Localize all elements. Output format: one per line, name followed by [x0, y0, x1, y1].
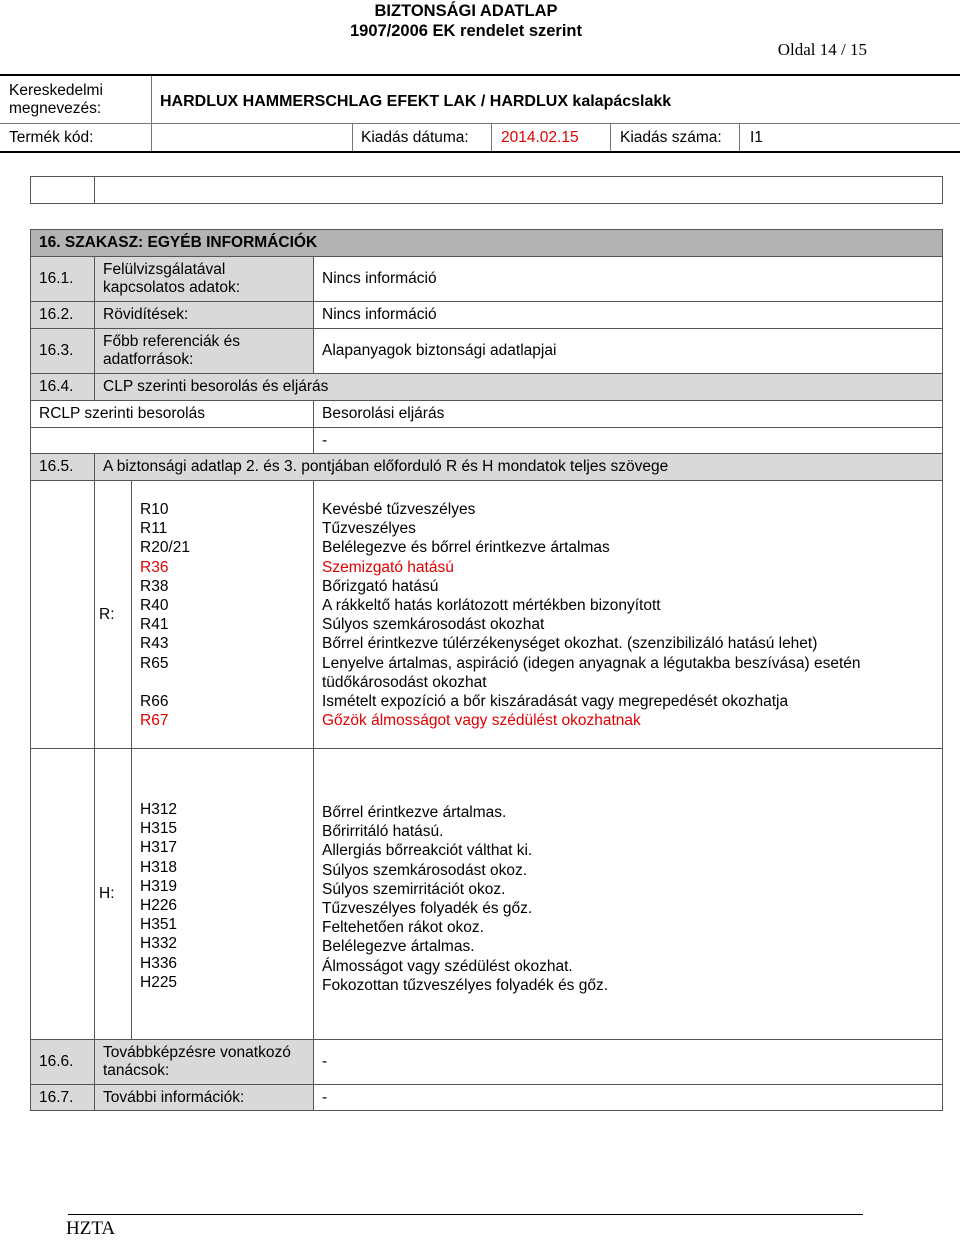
h-code: H351: [140, 916, 178, 934]
page-number: Oldal 14 / 15: [777, 40, 867, 59]
issue-date: 2014.02.15: [501, 129, 579, 146]
empty-cell: [95, 177, 943, 204]
r-code: R66: [140, 693, 169, 711]
h-code: H319: [140, 877, 178, 895]
trade-name-label: Kereskedelmi megnevezés:: [9, 82, 103, 117]
r-code: R43: [140, 635, 169, 653]
h-text: Bőrirritáló hatású.: [322, 823, 444, 841]
header-rule-bottom: [0, 151, 960, 153]
header-divider: [739, 124, 740, 151]
header-divider: [151, 76, 152, 151]
r-spacer: [31, 481, 95, 749]
h-spacer: [31, 749, 95, 1040]
h-text: Feltehetően rákot okoz.: [322, 919, 484, 937]
r-label: R:: [95, 481, 132, 749]
header-rule-top: [0, 74, 960, 76]
h-code: H318: [140, 858, 178, 876]
row-label: További információk:: [95, 1085, 314, 1111]
r-text: Tűzveszélyes: [322, 520, 416, 538]
h-text: Súlyos szemirritációt okoz.: [322, 880, 506, 898]
r-code: R10: [140, 501, 169, 518]
empty-cell: [31, 177, 95, 204]
h-code: H312: [140, 800, 178, 818]
h-text: Tűzveszélyes folyadék és gőz.: [322, 900, 533, 917]
header-divider: [491, 124, 492, 151]
h-code: H317: [140, 839, 178, 857]
document-title: BIZTONSÁGI ADATLAP: [374, 2, 558, 20]
header-rule-mid: [0, 123, 960, 124]
h-text: Álmosságot vagy szédülést okozhat.: [322, 957, 573, 975]
row-number: 16.2.: [31, 302, 95, 329]
r-text: Gőzök álmosságot vagy szédülést okozhatnak: [322, 711, 641, 729]
row-label: A biztonsági adatlap 2. és 3. pontjában előforduló R és H mondatok teljes szövege: [95, 454, 943, 481]
header-divider: [610, 124, 611, 151]
r-text: A rákkeltő hatás korlátozott mértékben bizonyított: [322, 597, 661, 615]
header-divider: [352, 124, 353, 151]
product-code-label: Termék kód:: [9, 129, 94, 146]
r-text: Bőrrel érintkezve túlérzékenységet okozhat. (szenzibilizáló hatású lehet): [322, 635, 818, 653]
empty-box: [30, 176, 943, 204]
r-text: Ismételt expozíció a bőr kiszáradását vagy megrepedését okozhatja: [322, 692, 789, 710]
row-number: 16.1.: [31, 257, 95, 302]
row-label: Rövidítések:: [95, 302, 314, 329]
row-value: Nincs információ: [314, 257, 943, 302]
h-text: Bőrrel érintkezve ártalmas.: [322, 803, 507, 821]
r-code: R38: [140, 577, 169, 595]
row-number: 16.3.: [31, 329, 95, 374]
clp-procedure-header: Besorolási eljárás: [314, 401, 943, 428]
h-text: Fokozottan tűzveszélyes folyadék és gőz.: [322, 976, 609, 994]
r-codes: [132, 481, 314, 749]
r-code-spacer: [140, 673, 305, 692]
row-label: Továbbképzésre vonatkozó tanácsok:: [95, 1040, 314, 1085]
issue-number-label: Kiadás száma:: [620, 129, 722, 146]
r-code: R40: [140, 597, 169, 615]
h-texts: [314, 749, 943, 1040]
row-number: 16.4.: [31, 374, 95, 401]
clp-classification-header: RCLP szerinti besorolás: [31, 401, 314, 428]
r-code: R41: [140, 616, 169, 634]
clp-procedure-value: -: [314, 428, 943, 454]
section-title: 16. SZAKASZ: EGYÉB INFORMÁCIÓK: [31, 230, 943, 257]
h-code: H332: [140, 935, 178, 953]
footer-rule: [68, 1214, 863, 1215]
row-number: 16.7.: [31, 1085, 95, 1111]
h-text: Belélegezve ártalmas.: [322, 938, 475, 956]
issue-number: I1: [750, 129, 763, 146]
footer-text: HZTA: [66, 1218, 116, 1239]
r-text: Lenyelve ártalmas, aspiráció (idegen anyagnak a légutakba beszívása) esetén tüdőkárosodást okozhat: [322, 654, 861, 691]
r-code: R11: [140, 520, 168, 538]
r-text: Szemizgató hatású: [322, 558, 454, 576]
r-text: Súlyos szemkárosodást okozhat: [322, 616, 545, 634]
r-text: Kevésbé tűzveszélyes: [322, 501, 476, 518]
row-value: Nincs információ: [314, 302, 943, 329]
h-text: Súlyos szemkárosodást okoz.: [322, 861, 528, 879]
r-code: R67: [140, 712, 169, 730]
row-number: 16.5.: [31, 454, 95, 481]
row-value: -: [314, 1085, 943, 1111]
h-code: H226: [140, 897, 178, 914]
row-label: Felülvizsgálatával kapcsolatos adatok:: [95, 257, 314, 302]
r-code: R36: [140, 558, 169, 576]
row-label: CLP szerinti besorolás és eljárás: [95, 374, 943, 401]
h-text: Allergiás bőrreakciót válthat ki.: [322, 842, 533, 860]
h-code: H336: [140, 954, 178, 972]
r-text: Belélegezve és bőrrel érintkezve ártalmas: [322, 539, 610, 557]
trade-name: HARDLUX HAMMERSCHLAG EFEKT LAK / HARDLUX kalapácslakk: [160, 93, 672, 110]
h-code: H315: [140, 820, 178, 838]
issue-date-label: Kiadás dátuma:: [361, 129, 469, 146]
row-value: -: [314, 1040, 943, 1085]
h-code: H225: [140, 973, 178, 991]
section-16-table: [30, 229, 943, 1111]
r-text: Bőrizgató hatású: [322, 577, 439, 595]
row-value: Alapanyagok biztonsági adatlapjai: [314, 329, 943, 374]
h-codes: [132, 749, 314, 1040]
r-code: R65: [140, 654, 169, 672]
h-label: H:: [95, 749, 132, 1040]
row-label: Főbb referenciák és adatforrások:: [95, 329, 314, 374]
row-number: 16.6.: [31, 1040, 95, 1085]
document-subtitle: 1907/2006 EK rendelet szerint: [349, 22, 583, 40]
clp-classification-value: [31, 428, 314, 454]
r-code: R20/21: [140, 539, 190, 557]
r-texts: [314, 481, 943, 749]
